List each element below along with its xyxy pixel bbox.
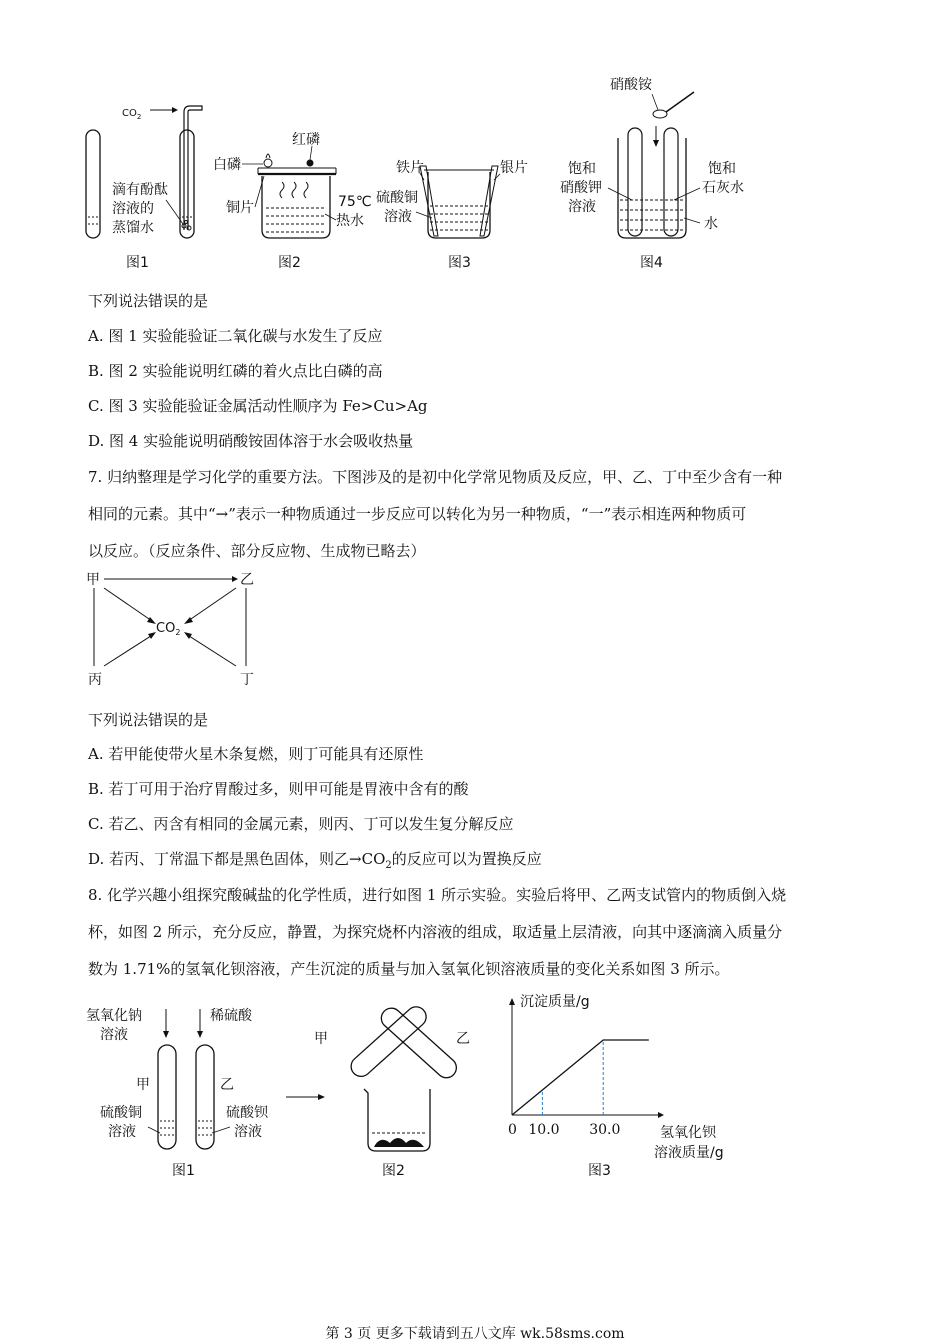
x-axis-label-2: 溶液质量/g [654,1145,724,1161]
x-tick-10: 10.0 [528,1122,560,1138]
node-co2: $CO_2$ [156,621,181,637]
q8-fig1 [86,1007,269,1179]
q8-line1: 8. 化学兴趣小组探究酸碱盐的化学性质，进行如图 1 所示实验。实验后将甲、乙两支试管内的物质倒入烧 [88,886,787,904]
silver-label: 银片 [500,160,528,176]
q7-diagram [80,566,280,696]
naoh-label-2: 溶液 [100,1027,128,1043]
arrow-jia-co2 [104,588,152,621]
arrow-bing-co2 [104,634,154,666]
q8-fig2 [314,1003,470,1179]
fig1-label-line1: 滴有酚酞 [112,182,168,198]
q6-figures [80,72,800,272]
precipitate [374,1138,424,1147]
q6-fig3 [376,159,528,271]
q8-fig3-chart [508,994,724,1179]
q8-line3: 数为 1.71%的氢氧化钡溶液，产生沉淀的质量与加入氢氧化钡溶液质量的变化关系如图 3 所示。 [88,960,730,978]
co2-label: $CO_2$ [122,108,142,121]
cuso4-label-2: 溶液 [384,209,412,225]
gas-tube [184,106,202,230]
iron-label: 铁片 [396,160,424,176]
red-phosphorus [307,160,314,167]
q7-line3: 以反应。（反应条件、部分反应物、生成物已略去） [88,542,426,560]
fig2-caption: 图2 [278,255,301,271]
lime-label-1: 饱和 [708,161,736,177]
kno3-label-2: 硝酸钾 [560,180,602,196]
q7-line1: 7. 归纳整理是学习化学的重要方法。下图涉及的是初中化学常见物质及反应，甲、乙、丁中至少含有一种 [88,468,783,486]
fig1-label-line3: 蒸馏水 [112,220,154,236]
origin-label: 0 [508,1122,517,1138]
page-footer: 第 3 页 更多下载请到五八文库 wk.58sms.com [325,1326,625,1342]
x-tick-30: 30.0 [589,1122,621,1138]
node-jia: 甲 [86,572,100,588]
beaker3 [428,172,490,238]
water-label: 水 [704,216,718,232]
fig2-jia-label: 甲 [314,1031,328,1047]
fig1-label-line2: 溶液的 [112,201,154,217]
spoon-icon [653,110,667,118]
q6-option-a: A. 图 1 实验能验证二氧化碳与水发生了反应 [88,327,383,345]
naoh-label-1: 氢氧化钠 [86,1008,142,1024]
fig4-caption: 图4 [640,255,663,271]
q6-fig2 [213,131,372,271]
q7-option-c: C. 若乙、丙含有相同的金属元素，则丙、丁可以发生复分解反应 [88,815,514,833]
white-phosphorus [264,159,272,167]
red-p-label: 红磷 [292,132,320,148]
q8-fig3-caption: 图3 [588,1163,611,1179]
cuso4-label-2: 溶液 [108,1124,136,1140]
cuso4-label-1: 硫酸铜 [100,1105,142,1121]
yi-label: 乙 [220,1077,234,1093]
node-bing: 丙 [88,672,102,688]
iron-strip [420,166,438,236]
h2so4-label: 稀硫酸 [210,1008,252,1024]
node-ding: 丁 [240,672,254,688]
q6-fig4 [560,76,744,271]
jia-label: 甲 [136,1077,150,1093]
fig3-caption: 图3 [448,255,471,271]
q6-option-d: D. 图 4 实验能说明硝酸铵固体溶于水会吸收热量 [88,432,414,450]
silver-strip [480,166,498,236]
tilted-tube-yi [377,1004,460,1082]
copper-label: 铜片 [226,200,254,216]
node-yi: 乙 [240,572,254,588]
q6-fig1 [86,106,202,271]
fig2-yi-label: 乙 [456,1031,470,1047]
q7-option-a: A. 若甲能使带火星木条复燃，则丁可能具有还原性 [88,745,424,763]
q7-line2: 相同的元素。其中“→”表示一种物质通过一步反应可以转化为另一种物质，“一”表示相连两种物质可 [88,505,747,523]
q6-option-b: B. 图 2 实验能说明红磷的着火点比白磷的高 [88,362,383,380]
q8-fig1-caption: 图1 [172,1163,195,1179]
nh4no3-label: 硝酸铵 [610,77,652,93]
x-axis-label-1: 氢氧化钡 [660,1125,716,1141]
fig1-caption: 图1 [126,255,149,271]
baso4-label-1: 硫酸钡 [226,1105,268,1121]
kno3-label-3: 溶液 [568,199,596,215]
arrow-yi-co2 [188,588,236,621]
hot-water-label: 热水 [336,213,364,229]
tube-yi [196,1045,214,1149]
q8-fig2-caption: 图2 [382,1163,405,1179]
lime-label-2: 石灰水 [702,180,744,196]
q8-line2: 杯，如图 2 所示，充分反应，静置，为探究烧杯内溶液的组成，取适量上层清液，向其中逐滴滴入质量分 [88,923,783,941]
q7-option-b: B. 若丁可用于治疗胃酸过多，则甲可能是胃液中含有的酸 [88,780,469,798]
q7-stem: 下列说法错误的是 [88,711,209,729]
tilted-tube-jia [347,1003,430,1081]
test-tube-left [86,130,100,238]
cuso4-label-1: 硫酸铜 [376,190,418,206]
white-p-label: 白磷 [213,157,241,173]
precipitate-series-line [512,1040,649,1115]
kno3-label-1: 饱和 [568,161,596,177]
q7-option-d: D. 若丙、丁常温下都是黑色固体，则乙$\to CO_2$的反应可以为置换反应 [88,850,542,871]
tube-jia [158,1045,176,1149]
arrow-ding-co2 [186,634,236,666]
baso4-label-2: 溶液 [234,1124,262,1140]
temp-label: 75℃ [338,194,372,210]
q6-stem: 下列说法错误的是 [88,292,209,310]
q8-figures [80,985,780,1185]
y-axis-label: 沉淀质量/g [520,994,590,1010]
q6-option-c: C. 图 3 实验能验证金属活动性顺序为 Fe>Cu>Ag [88,397,428,415]
